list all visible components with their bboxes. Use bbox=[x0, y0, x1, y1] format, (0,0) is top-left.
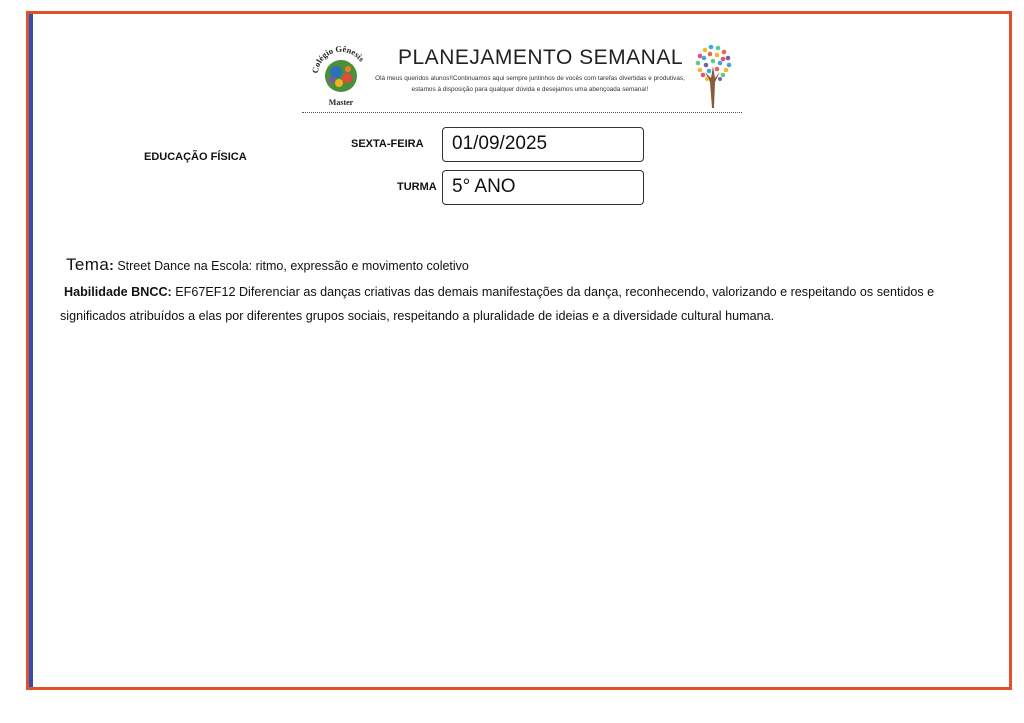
day-label: SEXTA-FEIRA bbox=[351, 138, 424, 150]
page-title: PLANEJAMENTO SEMANAL bbox=[398, 46, 684, 69]
logo-text-bottom: Master bbox=[328, 98, 354, 107]
bncc-label: Habilidade BNCC: bbox=[64, 285, 172, 299]
tema-text: Street Dance na Escola: ritmo, expressão e movimento coletivo bbox=[117, 259, 469, 273]
school-logo-icon bbox=[308, 42, 374, 108]
subject-label: EDUCAÇÃO FÍSICA bbox=[144, 151, 247, 163]
colorful-tree-icon bbox=[690, 42, 736, 110]
logo-text-top: Colégio Gênesis bbox=[309, 43, 367, 75]
class-field: 5° ANO bbox=[442, 170, 644, 205]
tema-line bbox=[66, 255, 469, 275]
tema-label: Tema bbox=[66, 255, 110, 274]
greeting-text: Olá meus queridos alunos!!Continuamos aqui sempre juntinhos de vocês com tarefas divertidas e produtivas, estamos à disposição para qualquer dúvida e desejamos uma abençoada semana!! bbox=[375, 75, 685, 93]
tema-colon: : bbox=[109, 257, 114, 273]
class-label: TURMA bbox=[397, 181, 437, 193]
bncc-text: EF67EF12 Diferenciar as danças criativas das demais manifestações da dança, reconhecendo, valorizando e respeitando os sentidos e significados atribuídos a elas por diferentes grupos sociais, respeitando a pluralidade de ideias e a diversidade cultural humana. bbox=[60, 285, 935, 323]
date-field: 01/09/2025 bbox=[442, 127, 644, 162]
header bbox=[302, 40, 742, 113]
frame-left-accent bbox=[29, 14, 33, 687]
bncc-paragraph bbox=[60, 280, 965, 328]
